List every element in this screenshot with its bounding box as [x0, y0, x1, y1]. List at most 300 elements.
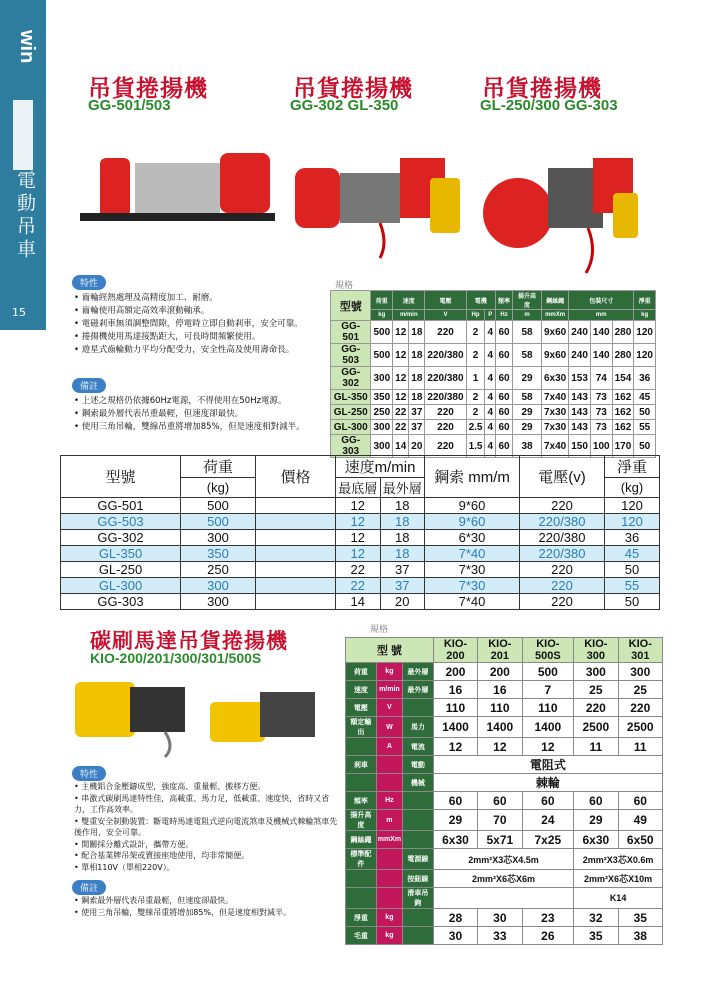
kio-cell: 16 — [433, 681, 477, 699]
spec-cell: 4 — [485, 420, 496, 435]
spec-unit: kg — [371, 310, 393, 321]
price-model: GG-503 — [61, 514, 181, 530]
spec-cell: 38 — [513, 435, 542, 458]
spec-unit: mm — [569, 310, 634, 321]
kio-feature-item: • 雙重安全制動裝置：斷電時馬達電阻式逆向電流煞車及機械式棘輪煞車先後作用，安全可靠。 — [74, 816, 339, 839]
kio-cell: 110 — [522, 699, 574, 717]
spec-row — [331, 405, 656, 420]
spec-cell: 7x40 — [541, 390, 568, 405]
note-item: • 上述之規格仍依據60Hz電源，不得使用在50Hz電源。 — [74, 395, 324, 408]
kio-cell: 1400 — [478, 717, 522, 738]
spec-cell: 350 — [371, 390, 393, 405]
winch-image-1 — [80, 128, 280, 238]
price-unit-weight: (kg) — [605, 478, 660, 498]
kio-model-header: KIO-201 — [478, 638, 522, 663]
spec-unit: m — [513, 310, 542, 321]
kio-model-header: KIO-500S — [522, 638, 574, 663]
spec-cell: 12 — [393, 367, 409, 390]
kio-row-label: 荷重 — [346, 663, 377, 681]
spec-cell: 55 — [634, 420, 656, 435]
price-cell: 12 — [336, 530, 381, 546]
kio-model-header: KIO-200 — [433, 638, 477, 663]
kio-row-label: 剎車 — [346, 756, 377, 774]
price-header-model: 型號 — [61, 456, 181, 498]
price-cell: 120 — [605, 514, 660, 530]
kio-row — [346, 717, 663, 738]
spec-cell: 9x60 — [541, 344, 568, 367]
product-model-1: GG-501/503 — [88, 97, 171, 114]
page-number: 15 — [12, 306, 26, 319]
kio-cell: 12 — [478, 738, 522, 756]
kio-accessory-cell — [433, 888, 573, 909]
note-item: • 鋼索最外層代表吊重最輕，但速度卻最快。 — [74, 408, 324, 421]
price-value — [256, 498, 336, 514]
kio-row-label: 揚升高度 — [346, 810, 377, 831]
spec-cell: 60 — [496, 420, 513, 435]
spec-header: 電壓 — [425, 291, 466, 310]
kio-row-label: 鋼絲繩 — [346, 831, 377, 849]
kio-row-sublabel: 電源線 — [403, 849, 434, 870]
kio-row-unit — [376, 756, 402, 774]
kio-cell: 16 — [478, 681, 522, 699]
price-cell: 7*30 — [425, 578, 520, 594]
kio-cell: 70 — [478, 810, 522, 831]
spec-cell: 162 — [612, 420, 634, 435]
price-row — [61, 546, 660, 562]
price-cell: 220 — [520, 498, 605, 514]
kio-cell: 24 — [522, 810, 574, 831]
spec-cell: 14 — [393, 435, 409, 458]
kio-row-label: 頻率 — [346, 792, 377, 810]
kio-note-item: • 鋼索最外層代表吊重最輕，但速度卻最快。 — [74, 895, 339, 907]
feature-item: • 電磁剎車無須調整間隙，停電時立即自動剎車，安全可靠。 — [74, 318, 324, 331]
spec-unit: Hz — [496, 310, 513, 321]
spec-cell: 162 — [612, 405, 634, 420]
price-cell: 50 — [605, 594, 660, 610]
kio-row-label: 額定輸出 — [346, 717, 377, 738]
price-value — [256, 514, 336, 530]
spec-cell: 22 — [393, 405, 409, 420]
kio-cell: 49 — [618, 810, 662, 831]
spec-cell: 18 — [409, 390, 425, 405]
kio-cell: 6x30 — [433, 831, 477, 849]
kio-model: KIO-200/201/300/301/500S — [90, 650, 262, 666]
spec-cell: 120 — [634, 344, 656, 367]
kio-cell: 500 — [522, 663, 574, 681]
price-model: GL-350 — [61, 546, 181, 562]
kio-accessory-cell: K14 — [574, 888, 663, 909]
spec-cell: 4 — [485, 390, 496, 405]
spec-cell: 2 — [466, 321, 485, 344]
kio-row-unit: mmXm — [376, 831, 402, 849]
kio-cell: 30 — [433, 927, 477, 945]
price-cell: 9*60 — [425, 498, 520, 514]
kio-row-label — [346, 738, 377, 756]
kio-row — [346, 870, 663, 888]
spec-cell: 58 — [513, 344, 542, 367]
price-row — [61, 578, 660, 594]
kio-spec-table — [345, 637, 663, 945]
kio-row-sublabel: 電動 — [403, 756, 434, 774]
spec-row — [331, 367, 656, 390]
price-header-speed: 速度m/min — [336, 456, 425, 478]
feature-item: • 捲揚機使用馬達接點距大，可長時間頻繁使用。 — [74, 331, 324, 344]
kio-accessory-cell: 2mm²X6芯X6m — [433, 870, 573, 888]
winch-image-3 — [478, 128, 648, 278]
kio-cell: 12 — [433, 738, 477, 756]
spec-cell: 73 — [590, 420, 612, 435]
spec-unit: V — [425, 310, 466, 321]
kio-span-cell: 棘輪 — [433, 774, 662, 792]
kio-spec-label: 規格 — [370, 625, 389, 635]
price-header-rope: 鋼索 mm/m — [425, 456, 520, 498]
price-model: GL-250 — [61, 562, 181, 578]
price-cell: 37 — [380, 562, 425, 578]
spec-cell: 50 — [634, 405, 656, 420]
kio-accessory-cell: 2mm²X6芯X10m — [574, 870, 663, 888]
spec-cell: 1 — [466, 367, 485, 390]
kio-row-label — [346, 888, 377, 909]
price-cell: 12 — [336, 498, 381, 514]
kio-winch-image — [70, 672, 330, 762]
kio-cell: 11 — [574, 738, 618, 756]
kio-cell: 220 — [618, 699, 662, 717]
brand-logo: win — [16, 30, 38, 64]
kio-cell: 6x50 — [618, 831, 662, 849]
kio-row-unit: A — [376, 738, 402, 756]
kio-cell: 60 — [522, 792, 574, 810]
spec-row — [331, 390, 656, 405]
kio-row-sublabel: 最外層 — [403, 663, 434, 681]
kio-cell: 300 — [574, 663, 618, 681]
spec-cell: 58 — [513, 321, 542, 344]
kio-cell: 220 — [574, 699, 618, 717]
features-list — [74, 292, 324, 357]
feature-item: • 齒輪使用高額定高效率滾動軸承。 — [74, 305, 324, 318]
price-cell: 7*30 — [425, 562, 520, 578]
spec-cell: 29 — [513, 367, 542, 390]
price-header-price: 價格 — [256, 456, 336, 498]
spec-cell: 154 — [612, 367, 634, 390]
spec-cell: 6x30 — [541, 367, 568, 390]
price-unit-load: (kg) — [181, 478, 256, 498]
spec-cell: 74 — [590, 367, 612, 390]
product-model-2: GG-302 GL-350 — [290, 97, 399, 114]
price-load: 500 — [181, 514, 256, 530]
spec-cell: 60 — [496, 367, 513, 390]
spec-unit: kg — [634, 310, 656, 321]
price-row — [61, 498, 660, 514]
kio-row — [346, 909, 663, 927]
kio-span-cell: 電阻式 — [433, 756, 662, 774]
kio-cell: 25 — [618, 681, 662, 699]
spec-cell: 22 — [393, 420, 409, 435]
kio-cell: 11 — [618, 738, 662, 756]
spec-cell: 37 — [409, 420, 425, 435]
spec-unit: P — [485, 310, 496, 321]
spec-row-model: GG-303 — [331, 435, 371, 458]
kio-cell: 35 — [618, 909, 662, 927]
kio-header: 型 號 — [346, 638, 434, 663]
spec-cell: 120 — [634, 321, 656, 344]
spec-cell: 2 — [466, 405, 485, 420]
kio-row-unit — [376, 849, 402, 870]
spec-unit: Hp — [466, 310, 485, 321]
price-cell: 22 — [336, 578, 381, 594]
price-cell: 55 — [605, 578, 660, 594]
spec-header: 速度 — [393, 291, 425, 310]
kio-row — [346, 792, 663, 810]
spec-unit: mmXm — [541, 310, 568, 321]
price-cell: 220/380 — [520, 530, 605, 546]
kio-row — [346, 681, 663, 699]
kio-cell: 2500 — [574, 717, 618, 738]
kio-cell: 110 — [433, 699, 477, 717]
price-cell: 18 — [380, 546, 425, 562]
price-model: GG-501 — [61, 498, 181, 514]
kio-cell: 60 — [433, 792, 477, 810]
price-cell: 18 — [380, 530, 425, 546]
spec-cell: 300 — [371, 435, 393, 458]
kio-row-label — [346, 774, 377, 792]
price-header-weight: 淨重 — [605, 456, 660, 478]
price-cell: 18 — [380, 498, 425, 514]
price-load: 300 — [181, 530, 256, 546]
spec-row-model: GL-300 — [331, 420, 371, 435]
price-value — [256, 578, 336, 594]
price-cell: 220 — [520, 594, 605, 610]
kio-row-unit: kg — [376, 927, 402, 945]
price-cell: 37 — [380, 578, 425, 594]
spec-cell: 220 — [425, 435, 466, 458]
price-cell: 36 — [605, 530, 660, 546]
kio-note-item: • 使用三角吊輪，雙線吊重將增加85%，但是速度相對減半。 — [74, 907, 339, 919]
spec-cell: 12 — [393, 344, 409, 367]
spec-cell: 140 — [590, 321, 612, 344]
spec-cell: 280 — [612, 321, 634, 344]
kio-cell: 200 — [478, 663, 522, 681]
kio-model-header: KIO-300 — [574, 638, 618, 663]
spec-cell: 12 — [393, 390, 409, 405]
price-row — [61, 594, 660, 610]
price-cell: 220/380 — [520, 514, 605, 530]
price-value — [256, 562, 336, 578]
kio-row-unit: kg — [376, 909, 402, 927]
spec-cell: 45 — [634, 390, 656, 405]
kio-cell: 28 — [433, 909, 477, 927]
kio-row-label: 標準配件 — [346, 849, 377, 870]
price-header-load: 荷重 — [181, 456, 256, 478]
spec-cell: 240 — [569, 321, 591, 344]
spec-cell: 300 — [371, 420, 393, 435]
kio-cell: 32 — [574, 909, 618, 927]
kio-cell: 110 — [478, 699, 522, 717]
price-load: 300 — [181, 578, 256, 594]
spec-cell: 73 — [590, 390, 612, 405]
spec-table — [330, 290, 656, 458]
kio-row-sublabel — [403, 792, 434, 810]
spec-cell: 500 — [371, 344, 393, 367]
kio-row — [346, 810, 663, 831]
spec-cell: 150 — [569, 435, 591, 458]
spec-model-header: 型號 — [331, 291, 371, 321]
spec-cell: 60 — [496, 405, 513, 420]
price-load: 350 — [181, 546, 256, 562]
price-cell: 45 — [605, 546, 660, 562]
spec-cell: 153 — [569, 367, 591, 390]
kio-row-sublabel: 電流 — [403, 738, 434, 756]
kio-cell: 25 — [574, 681, 618, 699]
price-model: GL-300 — [61, 578, 181, 594]
spec-cell: 7x40 — [541, 435, 568, 458]
spec-cell: 4 — [485, 405, 496, 420]
kio-cell: 60 — [618, 792, 662, 810]
spec-cell: 2 — [466, 344, 485, 367]
price-model: GG-303 — [61, 594, 181, 610]
kio-feature-item: • 串激式碳刷馬達特性佳，高載重、馬力足，低載重、速度快，省時又省力，工作高效率。 — [74, 793, 339, 816]
spec-cell: 18 — [409, 344, 425, 367]
product-model-3: GL-250/300 GG-303 — [480, 97, 618, 114]
kio-row-label: 速度 — [346, 681, 377, 699]
kio-cell: 33 — [478, 927, 522, 945]
product-title-1: 吊貨捲揚機 — [88, 76, 208, 102]
spec-cell: 2 — [466, 390, 485, 405]
spec-cell: 280 — [612, 344, 634, 367]
spec-cell: 170 — [612, 435, 634, 458]
price-cell: 220 — [520, 578, 605, 594]
kio-row-sublabel — [403, 810, 434, 831]
spec-row-model: GL-250 — [331, 405, 371, 420]
kio-row — [346, 738, 663, 756]
kio-cell: 12 — [522, 738, 574, 756]
spec-cell: 220/380 — [425, 367, 466, 390]
price-header-bottom: 最底層 — [336, 478, 381, 498]
kio-cell: 5x71 — [478, 831, 522, 849]
spec-header: 荷重 — [371, 291, 393, 310]
spec-unit: m/min — [393, 310, 425, 321]
features-tag: 特性 — [72, 275, 106, 290]
kio-row-unit: m/min — [376, 681, 402, 699]
price-cell: 12 — [336, 514, 381, 530]
spec-header: 包裝尺寸 — [569, 291, 634, 310]
brand-badge — [13, 100, 33, 170]
spec-cell: 220 — [425, 405, 466, 420]
kio-cell: 300 — [618, 663, 662, 681]
kio-row-sublabel: 滑車吊鉤 — [403, 888, 434, 909]
price-cell: 9*60 — [425, 514, 520, 530]
spec-row — [331, 321, 656, 344]
kio-feature-item: • 單相110V（單相220V）。 — [74, 862, 339, 874]
price-model: GG-302 — [61, 530, 181, 546]
spec-header: 電機 — [466, 291, 495, 310]
kio-cell: 23 — [522, 909, 574, 927]
kio-row-label: 淨重 — [346, 909, 377, 927]
spec-row-model: GG-503 — [331, 344, 371, 367]
kio-accessory-cell: 2mm²X3芯X4.5m — [433, 849, 573, 870]
price-row — [61, 514, 660, 530]
spec-cell: 4 — [485, 367, 496, 390]
spec-cell: 36 — [634, 367, 656, 390]
kio-notes-tag: 備註 — [72, 880, 106, 895]
spec-cell: 1.5 — [466, 435, 485, 458]
spec-cell: 4 — [485, 435, 496, 458]
kio-row-sublabel: 按鈕線 — [403, 870, 434, 888]
kio-cell: 2500 — [618, 717, 662, 738]
price-value — [256, 546, 336, 562]
price-cell: 220/380 — [520, 546, 605, 562]
product-title-2: 吊貨捲揚機 — [293, 76, 413, 102]
section-title: 電動吊車 — [14, 170, 36, 262]
spec-cell: 140 — [590, 344, 612, 367]
notes-tag: 備註 — [72, 378, 106, 393]
price-load: 300 — [181, 594, 256, 610]
price-cell: 14 — [336, 594, 381, 610]
kio-features-list — [74, 781, 339, 873]
kio-cell: 1400 — [522, 717, 574, 738]
price-cell: 220 — [520, 562, 605, 578]
feature-item: • 齒輪經熱處理及高精度加工、耐磨。 — [74, 292, 324, 305]
spec-cell: 2.5 — [466, 420, 485, 435]
kio-features-tag: 特性 — [72, 766, 106, 781]
price-cell: 12 — [336, 546, 381, 562]
kio-cell: 1400 — [433, 717, 477, 738]
kio-row-sublabel: 機械 — [403, 774, 434, 792]
spec-cell: 37 — [409, 405, 425, 420]
kio-cell: 38 — [618, 927, 662, 945]
product-title-3: 吊貨捲揚機 — [482, 76, 602, 102]
spec-cell: 100 — [590, 435, 612, 458]
spec-row-model: GG-302 — [331, 367, 371, 390]
spec-cell: 7x30 — [541, 405, 568, 420]
spec-header: 鋼絲繩 — [541, 291, 568, 310]
price-cell: 6*30 — [425, 530, 520, 546]
kio-row-unit — [376, 888, 402, 909]
spec-cell: 7x30 — [541, 420, 568, 435]
spec-cell: 220 — [425, 420, 466, 435]
price-value — [256, 594, 336, 610]
price-cell: 20 — [380, 594, 425, 610]
price-cell: 50 — [605, 562, 660, 578]
price-value — [256, 530, 336, 546]
kio-feature-item: • 主機鋁合金壓鑄成型，強度高、重量輕、搬移方便。 — [74, 781, 339, 793]
spec-row — [331, 420, 656, 435]
spec-cell: 240 — [569, 344, 591, 367]
spec-cell: 162 — [612, 390, 634, 405]
spec-cell: 29 — [513, 405, 542, 420]
price-cell: 7*40 — [425, 594, 520, 610]
spec-label: 規格 — [335, 281, 354, 291]
kio-cell: 26 — [522, 927, 574, 945]
sidebar — [0, 0, 46, 330]
kio-row-unit — [376, 774, 402, 792]
price-table — [60, 455, 660, 610]
kio-cell: 29 — [433, 810, 477, 831]
spec-cell: 12 — [393, 321, 409, 344]
notes-list — [74, 395, 324, 434]
spec-cell: 143 — [569, 420, 591, 435]
price-cell: 120 — [605, 498, 660, 514]
price-load: 250 — [181, 562, 256, 578]
kio-notes-list — [74, 895, 339, 918]
kio-row — [346, 756, 663, 774]
kio-row-unit: W — [376, 717, 402, 738]
kio-row-unit: V — [376, 699, 402, 717]
kio-row-sublabel: 馬力 — [403, 717, 434, 738]
kio-row — [346, 927, 663, 945]
price-header-volt: 電壓(v) — [520, 456, 605, 498]
kio-row-label — [346, 870, 377, 888]
spec-cell: 250 — [371, 405, 393, 420]
